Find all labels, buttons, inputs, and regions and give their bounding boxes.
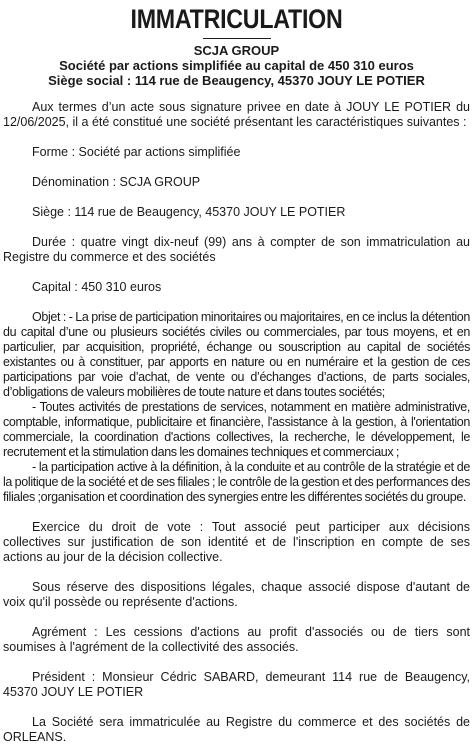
president-paragraph: Président : Monsieur Cédric SABARD, demeurant 114 rue de Beaugency, 45370 JOUY LE POTIER — [3, 670, 470, 699]
reserve-paragraph: Sous réserve des dispositions légales, chaque associé dispose d'autant de voix qu'il possède ou représente d'actions. — [3, 580, 470, 609]
forme-paragraph: Forme : Société par actions simplifiée — [32, 145, 241, 159]
objet-services-paragraph: - Toutes activités de prestations de services, notamment en matière administrative, comptable, informatique, publicitaire et financière, l'assistance à la gestion, à l'orientation commerciale, la coordination d'actions collectives, la recherche, le développement, le recrutement et la stimulation dans les domaines techniques et commerciaux ; — [3, 400, 470, 459]
notice-title: IMMATRICULATION — [130, 4, 343, 34]
company-name: SCJA GROUP — [193, 43, 280, 58]
capital-paragraph: Capital : 450 310 euros — [32, 280, 162, 294]
company-form: Société par actions simplifiée au capital de 450 310 euros — [59, 58, 414, 73]
droit-vote-paragraph: Exercice du droit de vote : Tout associé peut participer aux décisions collectives sur justification de son identité et de l'inscription en compte de ses actions au jour de la décision collective. — [3, 520, 470, 564]
objet-paragraph: Objet : - La prise de participation minoritaires ou majoritaires, en ce inclus la détention du capital d’une ou plusieurs sociétés civiles ou commerciales, par tous moyens, et en particulier, par acquisition, propriété, échange ou souscription au capital de sociétés existantes ou à constituer, par apports en nature ou en numéraire et la gestion de ces participations par voie d’achat, de vente ou d’échanges d’actions, de parts sociales, d’obligations de valeurs mobilières de toute nature et dans toutes sociétés; — [3, 310, 470, 399]
company-headquarters: Siège social : 114 rue de Beaugency, 45370 JOUY LE POTIER — [48, 73, 425, 88]
title-divider — [203, 38, 271, 39]
denomination-paragraph: Dénomination : SCJA GROUP — [32, 175, 201, 189]
immatriculation-paragraph: La Société sera immatriculée au Registre du commerce et des sociétés de ORLEANS. — [3, 715, 470, 744]
siege-paragraph: Siège : 114 rue de Beaugency, 45370 JOUY LE POTIER — [32, 205, 346, 219]
duree-paragraph: Durée : quatre vingt dix-neuf (99) ans à compter de son immatriculation au Registre du commerce et des sociétés — [3, 235, 470, 264]
agrement-paragraph: Agrément : Les cessions d'actions au profit d'associés ou de tiers sont soumises à l'agrément de la collectivité des associés. — [3, 625, 470, 654]
intro-paragraph: Aux termes d’un acte sous signature privee en date à JOUY LE POTIER du 12/06/2025, il a été constitué une société présentant les caractéristiques suivantes : — [3, 100, 470, 129]
notice-body — [3, 100, 470, 745]
objet-participation-paragraph: - la participation active à la définition, à la conduite et au contrôle de la stratégie et de la politique de la société et de ses filiales ; le contrôle de la gestion et des performances des filiales ;organisation et coordination des synergies entre les différentes sociétés du groupe. — [3, 460, 470, 504]
